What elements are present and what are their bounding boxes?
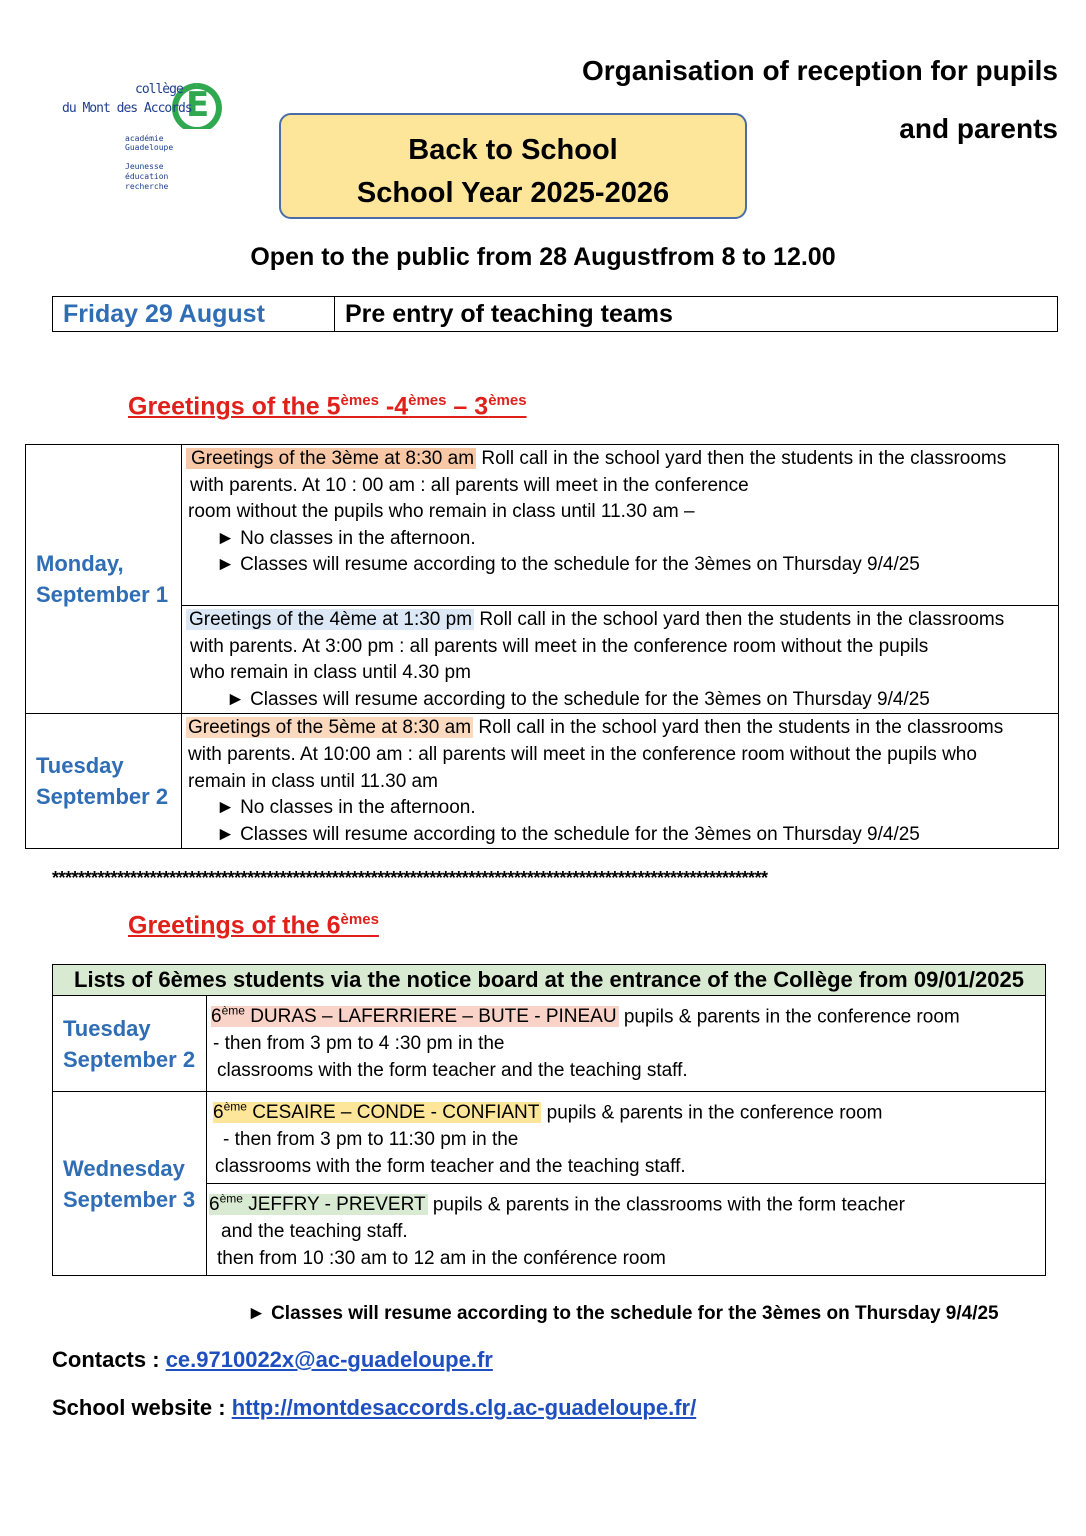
logo-academie: académie Guadeloupe (125, 134, 174, 152)
school-logo (58, 54, 233, 204)
website-label: School website : (52, 1395, 232, 1420)
bullet-resume: ► Classes will resume according to the schedule for the 3èmes on Thursday 9/4/25 (216, 823, 920, 845)
website-line (52, 1395, 696, 1421)
g6-header: Lists of 6èmes students via the notice board at the entrance of the Collège from 09/01/2025 (53, 965, 1046, 996)
bullet-no-classes: ► No classes in the afternoon. (216, 797, 476, 819)
tuesday-5eme-block: Greetings of the 5ème at 8:30 am Roll call in the school yard then the students in the classrooms with parents. At 10:00 am : all parents will meet in the conference room without the pupils who remain in class until 11.30 am ► No classes in the afternoon. ► Classes will resume according to the schedule for the 3èmes on Thursday 9/4/25 (182, 714, 1059, 849)
schedule-table-6 (52, 964, 1046, 1276)
highlight-3eme: Greetings of the 3ème at 8:30 am (186, 448, 476, 469)
day-tuesday: Tuesday September 2 (26, 714, 182, 849)
highlight-5eme: Greetings of the 5ème at 8:30 am (188, 717, 472, 739)
day-tuesday-6: Tuesday September 2 (53, 996, 207, 1092)
opening-hours: Open to the public from 28 Augustfrom 8 to 12.00 (250, 243, 836, 271)
highlight-4eme: Greetings of the 4ème at 1:30 pm (186, 609, 474, 630)
bullet-no-classes: ► No classes in the afternoon. (216, 527, 476, 549)
pre-entry-day: Friday 29 August (53, 297, 335, 331)
monday-4eme-block: Greetings of the 4ème at 1:30 pm Roll call in the school yard then the students in the classrooms with parents. At 3:00 pm : all parents will meet in the conference room without the pupils who remain in class until 4.30 pm ► Classes will resume according to the schedule for the 3èmes on Thursday 9/4/25 (182, 606, 1059, 714)
highlight-jeffry-group: 6ème JEFFRY - PREVERT (209, 1192, 426, 1216)
g6-tuesday-block: 6ème DURAS – LAFERRIERE – BUTE - PINEAU pupils & parents in the conference room - then from 3 pm to 4 :30 pm in the classrooms with the form teacher and the teaching staff. (207, 996, 1046, 1092)
title-line1: Organisation of reception for pupils (581, 55, 1058, 86)
section-heading-5-4-3: Greetings of the 5èmes -4èmes – 3èmes (128, 392, 527, 421)
footer-resume-note: ► Classes will resume according to the schedule for the 3èmes on Thursday 9/4/25 (247, 1303, 999, 1324)
logo-line1: collège (135, 82, 183, 97)
g6-wednesday-block2: 6ème JEFFRY - PREVERT pupils & parents in the classrooms with the form teacher and the teaching staff. then from 10 :30 am to 12 am in the conférence room (207, 1184, 1046, 1276)
g6-wednesday-block1: 6ème CESAIRE – CONDE - CONFIANT pupils & parents in the conference room - then from 3 pm to 11:30 pm in the classrooms with the form teacher and the teaching staff. (207, 1092, 1046, 1184)
logo-letter: É (186, 85, 210, 125)
highlight-cesaire-group: 6ème CESAIRE – CONDE - CONFIANT (213, 1100, 540, 1124)
back-box-line2: School Year 2025-2026 (356, 177, 670, 209)
day-monday: Monday, September 1 (26, 445, 182, 714)
monday-3eme-block: Greetings of the 3ème at 8:30 am Roll call in the school yard then the students in the classrooms with parents. At 10 : 00 am : all parents will meet in the conference room without the pupils who remain in class until 11.30 am – ► No classes in the afternoon. ► Classes will resume according to the schedule for the 3èmes on Thursday 9/4/25 (182, 445, 1059, 606)
highlight-duras-group: 6ème DURAS – LAFERRIERE – BUTE - PINEAU (211, 1004, 617, 1028)
contacts-label: Contacts : (52, 1347, 166, 1372)
logo-ministry: Jeunesse éducation recherche (125, 162, 169, 191)
back-to-school-box (279, 113, 747, 219)
schedule-table-5-4-3 (25, 444, 1059, 849)
bullet-resume: ► Classes will resume according to the schedule for the 3èmes on Thursday 9/4/25 (226, 688, 930, 710)
back-box-line1: Back to School (408, 134, 618, 166)
website-link[interactable]: http://montdesaccords.clg.ac-guadeloupe.fr/ (231, 1395, 697, 1420)
logo-line2: du Mont des Accords (62, 101, 192, 116)
contacts-line (52, 1347, 493, 1373)
separator-stars: ************************************************************************************************************** (52, 868, 768, 888)
pre-entry-text: Pre entry of teaching teams (345, 300, 673, 328)
pre-entry-table (52, 296, 1058, 332)
day-wednesday: Wednesday September 3 (53, 1092, 207, 1276)
contacts-email-link[interactable]: ce.9710022x@ac-guadeloupe.fr (165, 1347, 493, 1372)
bullet-resume: ► Classes will resume according to the schedule for the 3èmes on Thursday 9/4/25 (216, 554, 920, 576)
title-line2: and parents (899, 113, 1058, 144)
section-heading-6: Greetings of the 6èmes (128, 911, 379, 940)
